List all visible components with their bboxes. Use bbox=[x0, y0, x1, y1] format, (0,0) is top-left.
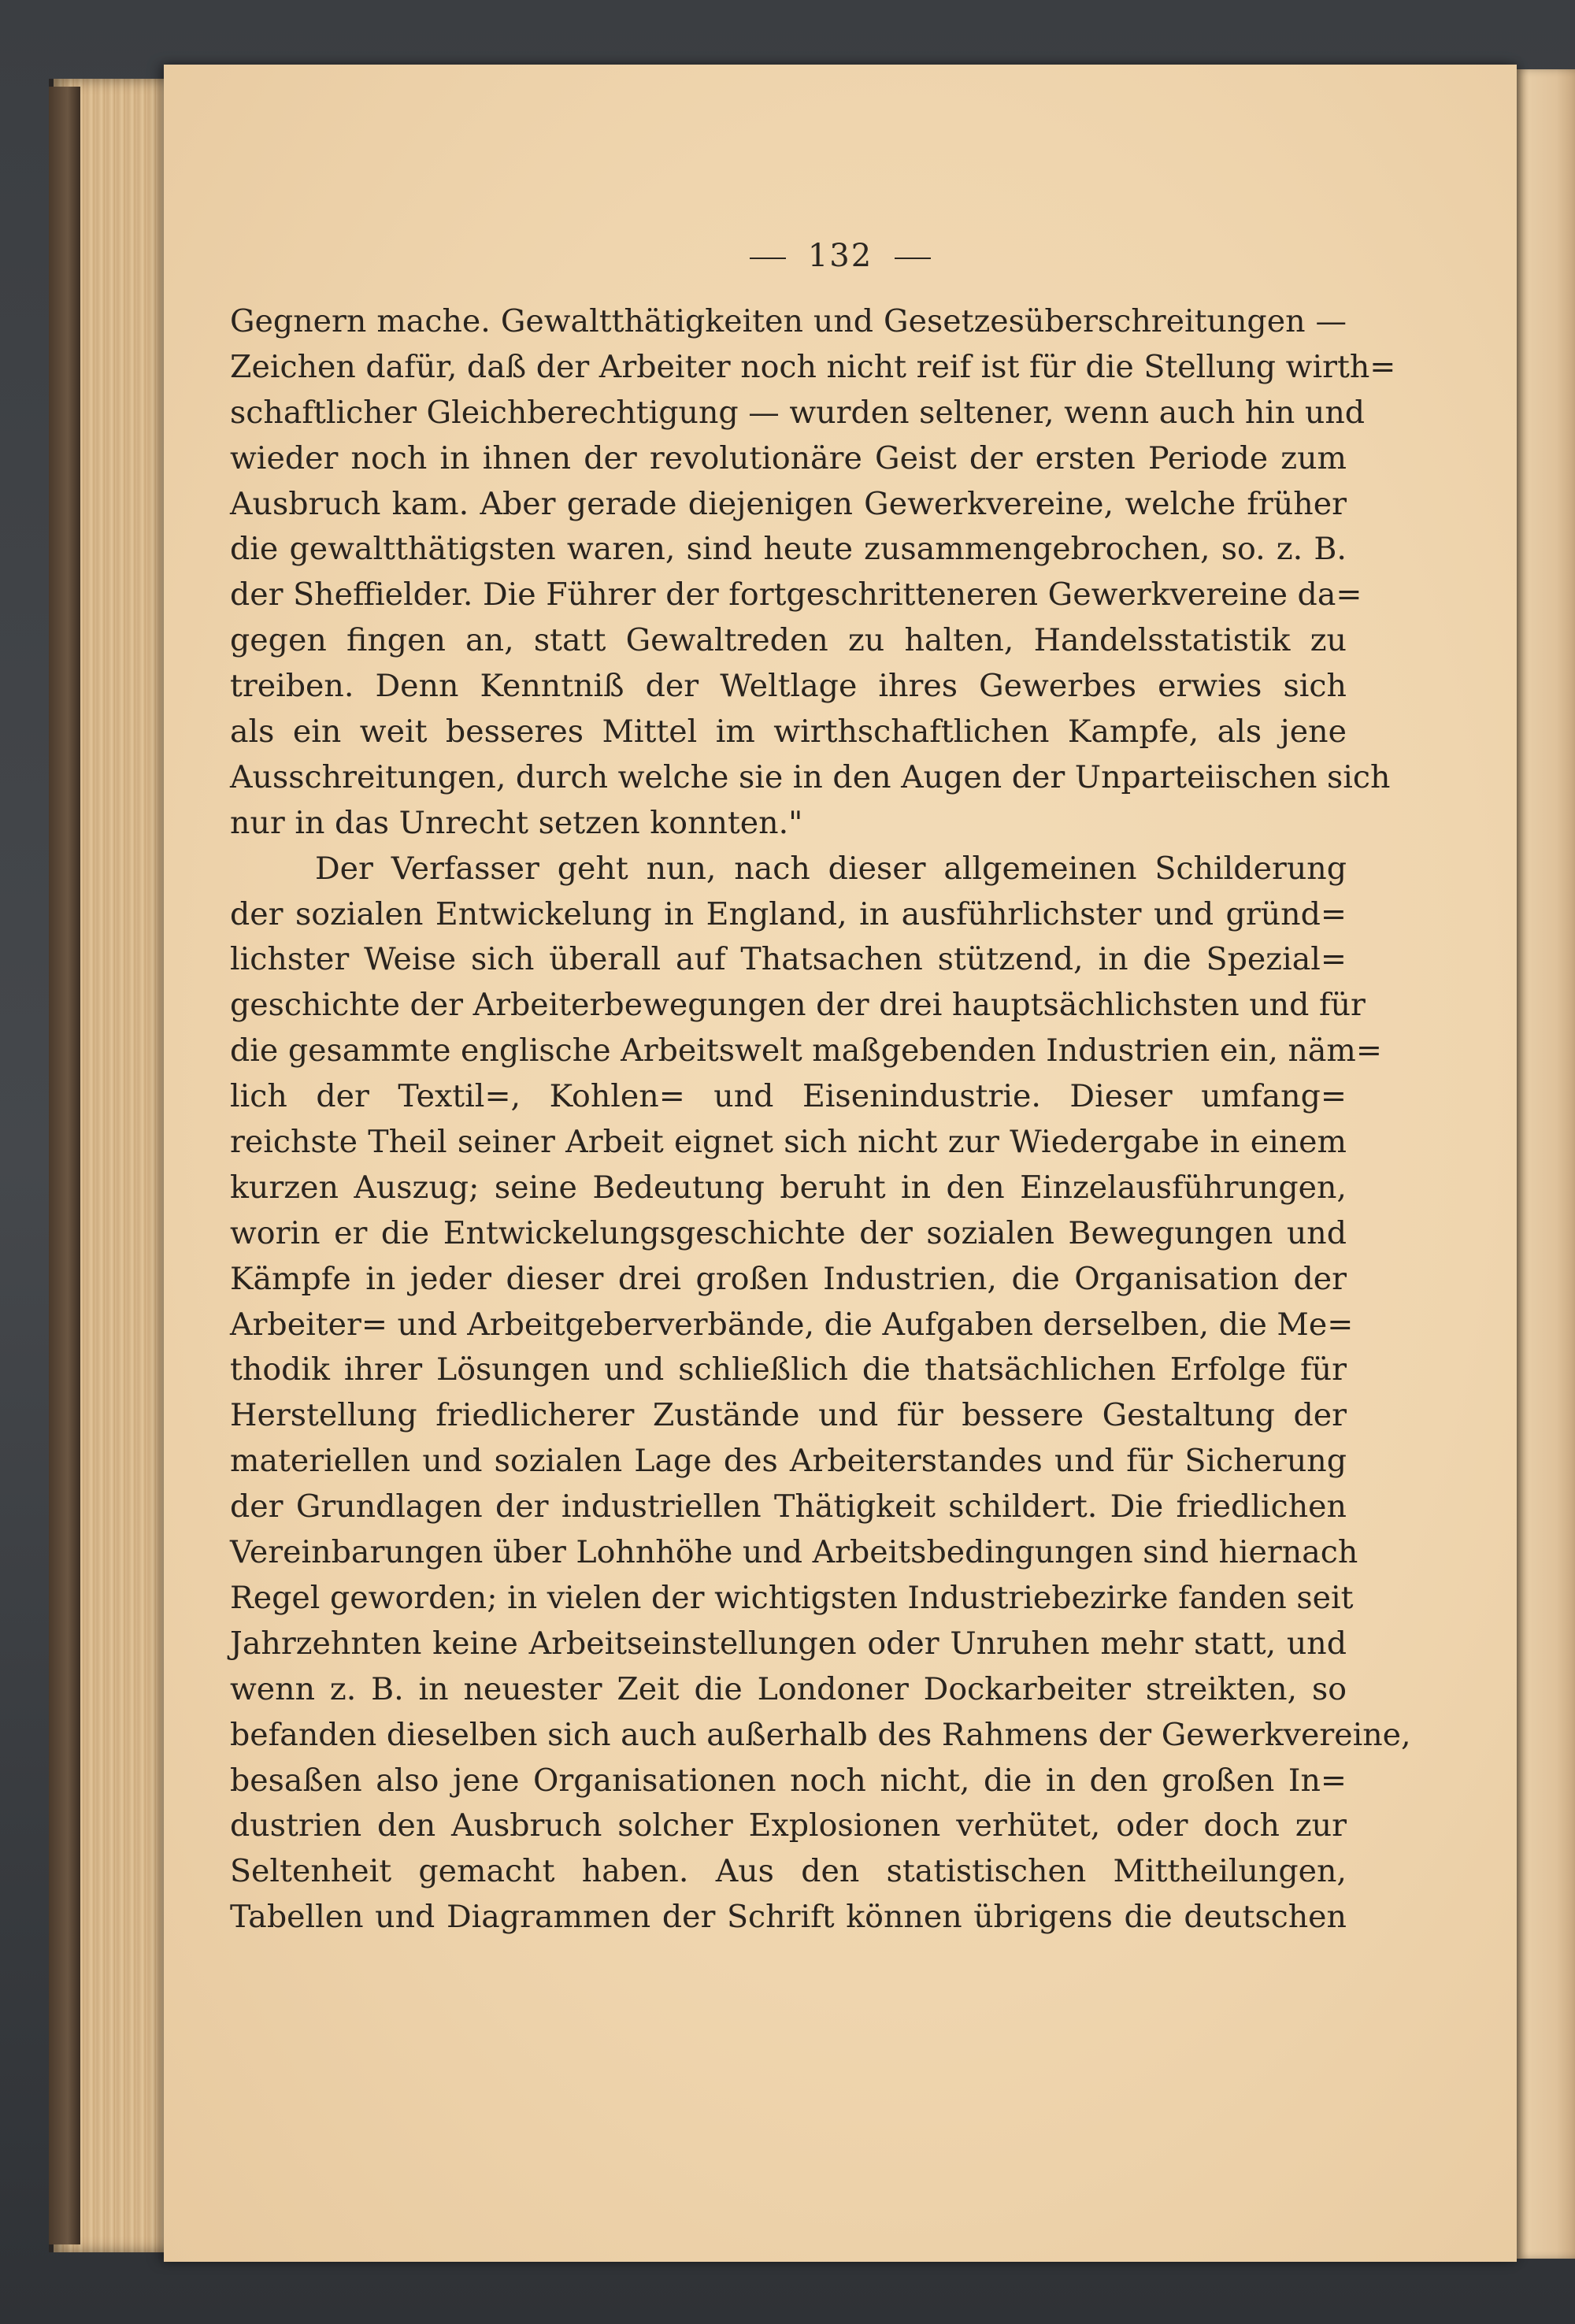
text-line: Arbeiter= und Arbeitgeberverbände, die Aufgaben derselben, die Me= bbox=[230, 1306, 1354, 1343]
text-line: treiben. Denn Kenntniß der Weltlage ihres Gewerbes erwies sich bbox=[230, 668, 1347, 705]
page-number-header bbox=[164, 238, 1517, 274]
right-dash bbox=[895, 258, 931, 259]
text-line: Kämpfe in jeder dieser drei großen Industrien, die Organisation der bbox=[230, 1260, 1347, 1297]
text-line: Der Verfasser geht nun, nach dieser allgemeinen Schilderung bbox=[315, 850, 1347, 887]
text-line: die gesammte englische Arbeitswelt maßgebenden Industrien ein, näm= bbox=[230, 1032, 1382, 1069]
text-line: die gewaltthätigsten waren, sind heute zusammengebrochen, so. z. B. bbox=[230, 531, 1347, 568]
text-line: Gegnern mache. Gewaltthätigkeiten und Gesetzesüberschreitungen — bbox=[230, 303, 1347, 339]
text-line: der Sheffielder. Die Führer der fortgeschritteneren Gewerkvereine da= bbox=[230, 576, 1362, 613]
left-dash bbox=[750, 258, 786, 259]
text-line: Vereinbarungen über Lohnhöhe und Arbeitsbedingungen sind hiernach bbox=[230, 1534, 1358, 1571]
body-text bbox=[230, 299, 1411, 1940]
text-line: Jahrzehnten keine Arbeitseinstellungen oder Unruhen mehr statt, und bbox=[230, 1625, 1347, 1662]
text-line: Ausschreitungen, durch welche sie in den Augen der Unparteiischen sich bbox=[230, 758, 1391, 795]
right-page-edges bbox=[1514, 69, 1575, 2259]
text-line: thodik ihrer Lösungen und schließlich die thatsächlichen Erfolge für bbox=[230, 1351, 1347, 1388]
text-line: lich der Textil=, Kohlen= und Eisenindustrie. Dieser umfang= bbox=[230, 1078, 1347, 1115]
text-line: Ausbruch kam. Aber gerade diejenigen Gewerkvereine, welche früher bbox=[230, 485, 1347, 522]
text-line: Tabellen und Diagrammen der Schrift können übrigens die deutschen bbox=[230, 1899, 1347, 1936]
text-line: wenn z. B. in neuester Zeit die Londoner Dockarbeiter streikten, so bbox=[230, 1670, 1347, 1707]
text-line: materiellen und sozialen Lage des Arbeiterstandes und für Sicherung bbox=[230, 1443, 1347, 1480]
text-line: als ein weit besseres Mittel im wirthschaftlichen Kampfe, als jene bbox=[230, 714, 1347, 751]
text-line: worin er die Entwickelungsgeschichte der sozialen Bewegungen und bbox=[230, 1214, 1347, 1251]
text-line: lichster Weise sich überall auf Thatsachen stützend, in die Spezial= bbox=[230, 941, 1347, 978]
text-line: Herstellung friedlicherer Zustände und für bessere Gestaltung der bbox=[230, 1397, 1347, 1434]
text-line: Zeichen dafür, daß der Arbeiter noch nicht reif ist für die Stellung wirth= bbox=[230, 348, 1396, 385]
text-line: nur in das Unrecht setzen konnten." bbox=[230, 804, 803, 841]
text-line: wieder noch in ihnen der revolutionäre Geist der ersten Periode zum bbox=[230, 439, 1347, 476]
text-line: reichste Theil seiner Arbeit eignet sich nicht zur Wiedergabe in einem bbox=[230, 1124, 1347, 1161]
text-line: der Grundlagen der industriellen Thätigkeit schildert. Die friedlichen bbox=[230, 1488, 1347, 1525]
text-line: schaftlicher Gleichberechtigung — wurden seltener, wenn auch hin und bbox=[230, 394, 1366, 431]
text-line: Seltenheit gemacht haben. Aus den statistischen Mittheilungen, bbox=[230, 1853, 1347, 1890]
text-line: kurzen Auszug; seine Bedeutung beruht in den Einzelausführungen, bbox=[230, 1169, 1347, 1206]
book-spine bbox=[49, 87, 80, 2244]
text-line: besaßen also jene Organisationen noch nicht, die in den großen In= bbox=[230, 1762, 1347, 1799]
text-line: der sozialen Entwickelung in England, in ausführlichster und gründ= bbox=[230, 895, 1347, 932]
page-number: 132 bbox=[807, 238, 873, 274]
text-line: geschichte der Arbeiterbewegungen der drei hauptsächlichsten und für bbox=[230, 987, 1366, 1024]
text-line: Regel geworden; in vielen der wichtigsten Industriebezirke fanden seit bbox=[230, 1579, 1354, 1616]
text-line: dustrien den Ausbruch solcher Explosionen verhütet, oder doch zur bbox=[230, 1807, 1347, 1844]
text-line: gegen fingen an, statt Gewaltreden zu halten, Handelsstatistik zu bbox=[230, 622, 1347, 659]
text-line: befanden dieselben sich auch außerhalb des Rahmens der Gewerkvereine, bbox=[230, 1716, 1411, 1753]
